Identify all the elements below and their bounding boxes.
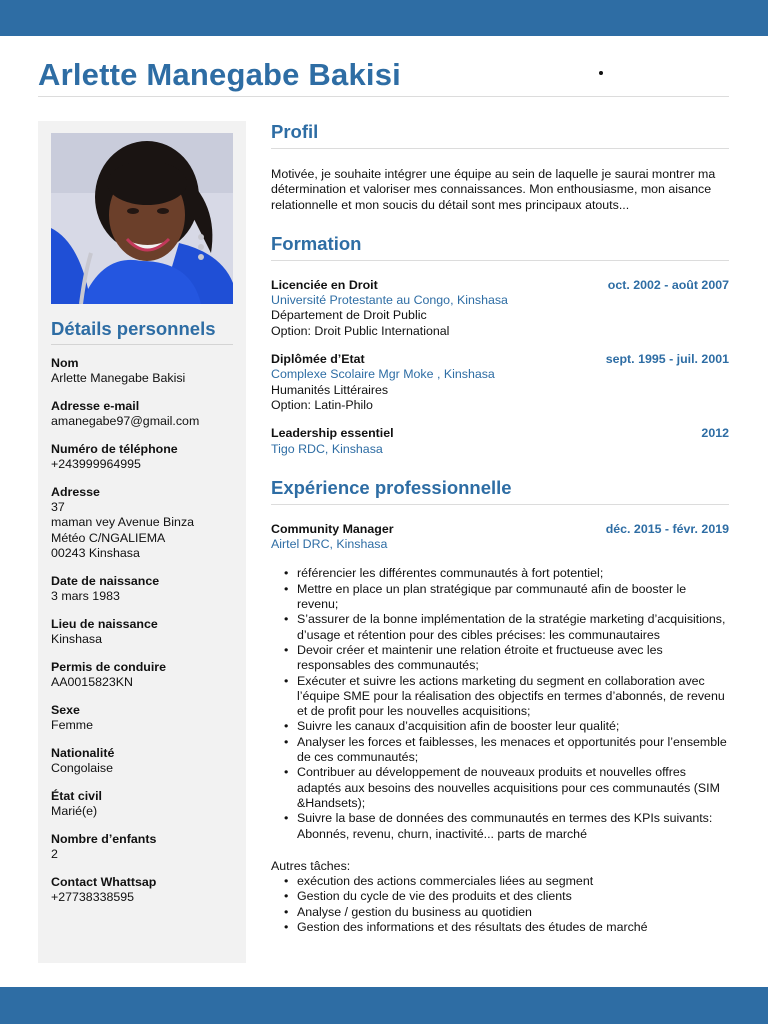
detail-item [51,789,241,819]
formation-entry [271,352,729,413]
detail-value: Femme [51,717,93,732]
entry-title: Licenciée en Droit [271,277,378,292]
list-item: • S’assurer de la bonne implémentation de la stratégie marketing d’acquisitions, d’usage et rétention pour des cibles précises: les communautaires [271,612,729,643]
profil-text: Motivée, je souhaite intégrer une équipe au sein de laquelle je saurai montrer ma détermination et valoriser mes connaissances. Mon enthousiasme, mon aisance relationnelle et mon soucis du détail sont mes principaux atouts... [271,167,716,212]
detail-item [51,875,241,905]
detail-value: 37 maman vey Avenue Binza Météo C/NGALIEMA 00243 Kinshasa [51,500,195,560]
section-divider [271,504,729,505]
detail-value: Congolaise [51,760,113,775]
detail-label: Nationalité [51,745,115,760]
entry-title: Leadership essentiel [271,426,394,441]
detail-label: Permis de conduire [51,659,166,674]
resume-main [271,121,729,935]
entry-line: Département de Droit Public [271,308,427,323]
detail-value: 3 mars 1983 [51,588,120,603]
detail-value: AA0015823KN [51,674,133,689]
section-divider [271,148,729,149]
job-duties-list [271,566,729,841]
list-item: • Gestion du cycle de vie des produits et des clients [271,889,729,904]
entry-title: Diplômée d’Etat [271,352,365,367]
detail-item [51,399,241,429]
detail-value: Marié(e) [51,803,98,818]
entry-line: Humanités Littéraires [271,382,389,397]
entry-line: Option: Droit Public International [271,323,450,338]
detail-value: Kinshasa [51,631,102,646]
personal-details-title: Détails personnels [51,318,216,339]
detail-item [51,442,241,472]
list-item: • exécution des actions commerciales liées au segment [271,874,729,889]
detail-item [51,356,241,386]
job-org: Airtel DRC, Kinshasa [271,537,388,552]
detail-item [51,485,241,561]
job-date: déc. 2015 - févr. 2019 [605,521,729,536]
list-item: • Suivre les canaux d’acquisition afin de booster leur qualité; [271,719,729,734]
detail-label: Contact Whattsap [51,874,157,889]
stray-dot [599,71,603,75]
detail-label: État civil [51,788,102,803]
profile-photo [51,133,233,304]
list-item: • Analyser les forces et faiblesses, les menaces et opportunités pour l’ensemble de ces communautés; [271,735,729,766]
entry-date: sept. 1995 - juil. 2001 [605,352,729,367]
list-item: • Analyse / gestion du business au quotidien [271,905,729,920]
detail-item [51,832,241,862]
detail-label: Lieu de naissance [51,616,158,631]
entry-line: Option: Latin-Philo [271,397,373,412]
detail-item [51,660,241,690]
list-item: • référencier les différentes communautés à fort potentiel; [271,566,729,581]
other-tasks-label: Autres tâches: [271,858,351,873]
formation-section [271,233,729,457]
formation-title: Formation [271,232,362,254]
detail-label: Sexe [51,702,80,717]
detail-label: Nom [51,356,79,370]
detail-item [51,617,241,647]
detail-label: Adresse e-mail [51,399,140,413]
entry-org: Université Protestante au Congo, Kinshasa [271,293,508,308]
candidate-name: Arlette Manegabe Bakisi [38,57,401,92]
entry-org: Complexe Scolaire Mgr Moke , Kinshasa [271,367,495,382]
detail-value: +243999964995 [51,457,141,472]
list-item: • Devoir créer et maintenir une relation étroite et fructueuse avec les responsables des communautés; [271,643,729,674]
profil-section [271,121,729,213]
profil-title: Profil [271,121,319,142]
list-item: • Suivre la base de données des communautés en termes des KPIs suivants: Abonnés, revenu, churn, inactivité... parts de marché [271,811,729,842]
formation-entry [271,278,729,339]
sidebar-divider [51,344,233,345]
detail-value: +27738338595 [51,889,135,904]
detail-item [51,703,241,733]
top-color-band [0,0,768,36]
detail-item [51,746,241,776]
detail-label: Nombre d’enfants [51,831,157,846]
job-entry [271,522,729,935]
experience-title: Expérience professionnelle [271,476,512,498]
detail-label: Adresse [51,485,100,499]
section-divider [271,260,729,261]
bottom-color-band [0,987,768,1024]
list-item: • Contribuer au développement de nouveaux produits et nouvelles offres adaptés aux besoins des nouvelles acquisitions pour ces communautés (SIM &Handsets); [271,765,729,811]
formation-entry [271,426,729,457]
detail-label: Numéro de téléphone [51,442,178,456]
job-title: Community Manager [271,521,394,536]
entry-date: 2012 [701,426,729,441]
detail-item [51,574,241,604]
other-tasks-list [271,874,729,935]
entry-date: oct. 2002 - août 2007 [607,277,729,292]
experience-section [271,477,729,935]
detail-value: Arlette Manegabe Bakisi [51,371,186,386]
list-item: • Mettre en place un plan stratégique par communauté afin de booster le revenu; [271,582,729,613]
personal-details-sidebar [38,121,246,963]
list-item: • Gestion des informations et des résultats des études de marché [271,920,729,935]
entry-org: Tigo RDC, Kinshasa [271,441,383,456]
details-list [51,356,241,918]
name-divider [38,96,729,97]
list-item: • Exécuter et suivre les actions marketing du segment en collaboration avec l’équipe SME pour la réalisation des objectifs en termes d’abonnés, de revenu et de profit pour les nouvelles acquisitions; [271,674,729,720]
detail-label: Date de naissance [51,573,160,588]
detail-value: amanegabe97@gmail.com [51,414,200,429]
detail-value: 2 [51,846,58,861]
